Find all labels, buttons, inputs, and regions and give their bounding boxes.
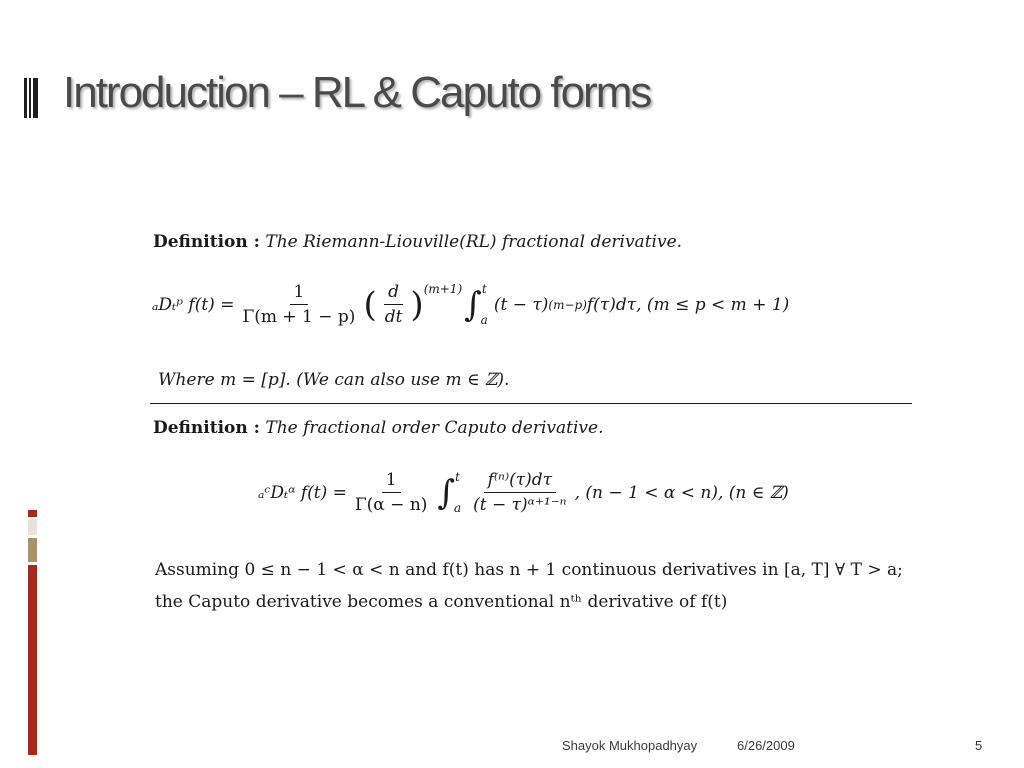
caputo-definition-text: The fractional order Caputo derivative.: [265, 418, 604, 438]
section-divider: [150, 403, 912, 404]
caputo-int-upper: t: [455, 470, 460, 484]
rl-definition-text: The Riemann-Liouville(RL) fractional derivative.: [265, 232, 683, 252]
rl-integrand-power: (m−p): [548, 297, 587, 312]
rl-deriv-denominator: dt: [384, 307, 403, 327]
rl-int-lower: a: [480, 313, 488, 327]
caputo-integrand-fraction: [469, 470, 570, 515]
rl-power: (m+1): [423, 282, 463, 296]
rl-coef-numerator: 1: [290, 282, 309, 305]
rl-equation-tail: f(τ)dτ, (m ≤ p < m + 1): [586, 294, 790, 315]
caputo-equation-tail: , (n − 1 < α < n), (n ∈ ℤ): [574, 482, 789, 503]
caputo-definition-label: Definition :: [153, 418, 260, 438]
rl-left-paren: (: [363, 284, 377, 325]
rl-note: [158, 370, 509, 390]
caputo-definition-heading: [153, 418, 603, 438]
rl-derivative-operator: [381, 282, 407, 327]
footer-page-number: 5: [975, 738, 983, 753]
caputo-int-lower: a: [453, 501, 462, 515]
rl-definition-label: Definition :: [153, 232, 260, 252]
caputo-integral-sign: ∫: [437, 472, 456, 513]
caputo-frac-numerator: f⁽ⁿ⁾(τ)dτ: [484, 470, 557, 493]
assumption-line-1: Assuming 0 ≤ n − 1 < α < n and f(t) has n + 1 continuous derivatives in [a, T] ∀ T > a;: [155, 560, 903, 580]
rl-right-paren: ): [410, 284, 424, 325]
caputo-equation-lhs: ₐᶜDₜᵅ f(t) =: [258, 482, 347, 503]
rl-deriv-numerator: d: [384, 282, 403, 305]
caputo-frac-denominator: (t − τ)ᵅ⁺¹⁻ⁿ: [473, 495, 567, 515]
rl-coef-denominator: Γ(m + 1 − p): [242, 307, 356, 327]
side-strip-red-long: [28, 565, 37, 755]
rl-int-upper: t: [481, 282, 487, 296]
footer-author: Shayok Mukhopadhyay: [562, 738, 698, 753]
rl-equation: [152, 282, 789, 327]
side-strip-light: [28, 519, 37, 535]
rl-integrand: (t − τ): [493, 294, 549, 315]
side-strip-tan: [28, 538, 37, 562]
caputo-equation: [258, 470, 789, 515]
rl-equation-coefficient: [238, 282, 359, 327]
caputo-coef-numerator: 1: [382, 470, 401, 493]
side-strip-red-top: [28, 510, 37, 517]
rl-equation-lhs: ₐDₜᵖ f(t) =: [152, 294, 235, 315]
assumption-line-2: the Caputo derivative becomes a conventional nᵗʰ derivative of f(t): [155, 592, 728, 612]
caputo-equation-coefficient: [351, 470, 432, 515]
rl-definition-heading: [153, 232, 682, 252]
footer-date: 6/26/2009: [737, 738, 795, 753]
title-bars-decoration: [24, 78, 38, 118]
caputo-coef-denominator: Γ(α − n): [354, 495, 428, 515]
rl-integral-sign: ∫: [464, 284, 482, 325]
rl-note-text: Where m = [p]. (We can also use m ∈ ℤ).: [158, 370, 510, 390]
slide-title: Introduction – RL & Caputo forms: [63, 68, 651, 117]
